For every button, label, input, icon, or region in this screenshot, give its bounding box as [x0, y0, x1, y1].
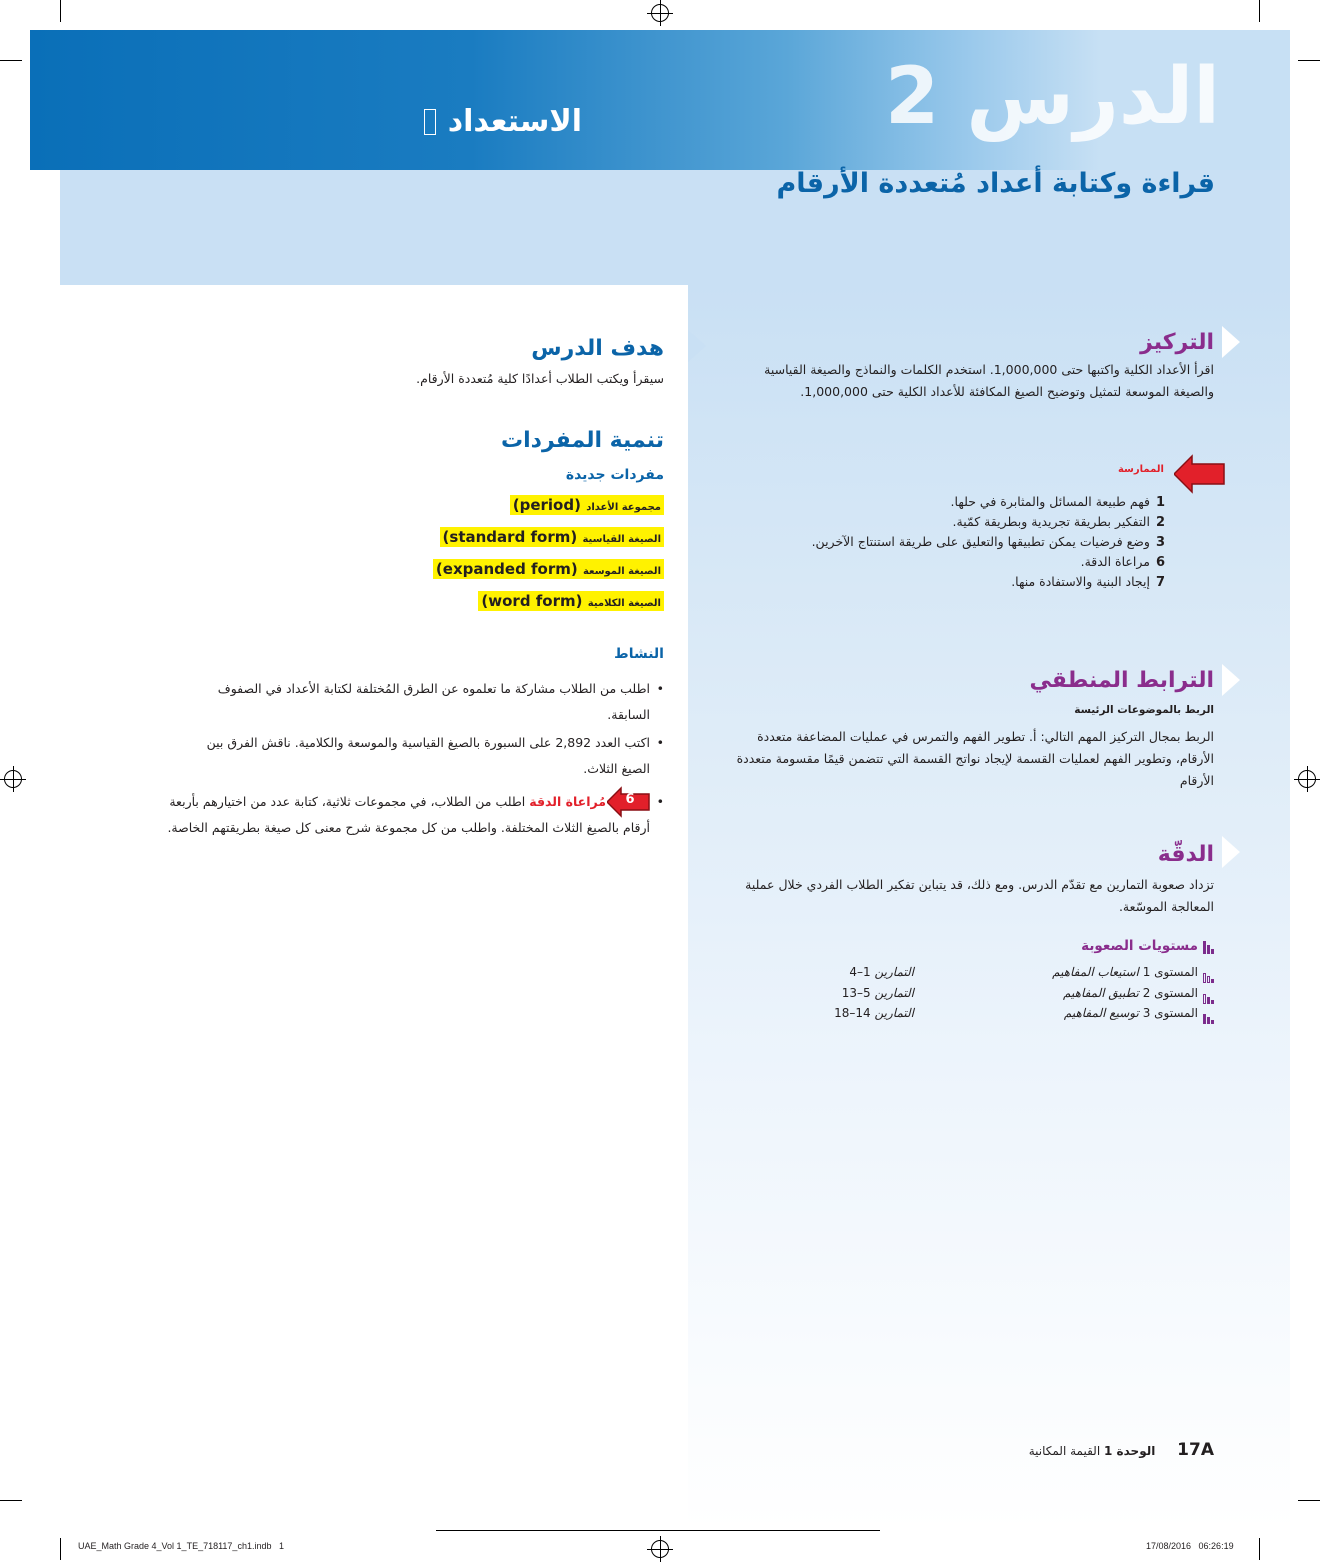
exercise-range: 1–4 — [849, 965, 871, 979]
rigor-text: تزداد صعوبة التمارين مع تقدّم الدرس. ومع ذلك، قد يتباين تفكير الطلاب الفردي خلال عملية المعالجة الموسّعة. — [745, 877, 1214, 914]
difficulty-level: المستوى 3 — [1142, 1006, 1198, 1020]
vocab-item — [478, 591, 664, 611]
vocab-title: تنمية المفردات — [501, 428, 664, 453]
precision-tag: مُراعاة الدقة — [529, 794, 606, 809]
difficulty-desc: توسيع المفاهيم — [1063, 1006, 1139, 1020]
practice-badge: 6 — [625, 792, 635, 807]
vocab-en: (expanded form) — [435, 560, 578, 578]
exercise-label: التمارين — [874, 1006, 914, 1020]
vocab-en: (standard form) — [442, 528, 578, 546]
practice-item — [1011, 572, 1165, 593]
practice-text: إيجاد البنية والاستفادة منها. — [1011, 574, 1150, 589]
practice-num: 3 — [1155, 535, 1165, 550]
goal-title: هدف الدرس — [531, 336, 664, 361]
coherence-text: الربط بمجال التركيز المهم التالي: أ. تطوير الفهم والتمرس في عمليات المضاعفة متعددة الأرقام، وتطوير الفهم لعمليات القسمة لإيجاد نواتج القسمة التي تتضمن قيمًا مقسومة متعددة الأرقام — [736, 729, 1214, 788]
vocab-ar: الصيغة الكلامية — [587, 598, 661, 609]
focus-text: اقرأ الأعداد الكلية واكتبها حتى 1,000,000. استخدم الكلمات والنماذج والصيغة القياسية والصيغة الموسعة لتمثيل وتوضيح الصيغ المكافئة للأعداد الكلية حتى 1,000,000. — [764, 362, 1214, 399]
section-arrow-icon — [1222, 664, 1240, 696]
activity-bullet: • اكتب العدد 2,892 على السبورة بالصيغ القياسية والموسعة والكلامية. ناقش الفرق بين الصيغ الثلاث. — [190, 730, 650, 782]
coherence-subtitle: الربط بالموضوعات الرئيسة — [1074, 704, 1214, 716]
crop-mark — [60, 0, 61, 22]
vocab-subtitle: مفردات جديدة — [565, 467, 664, 483]
practice-num: 1 — [1155, 495, 1165, 510]
practice-text: وضع فرضيات يمكن تطبيقها والتعليق على طريقة استنتاج الآخرين. — [811, 534, 1150, 549]
crop-mark — [1259, 0, 1260, 22]
level-bars-icon — [1202, 1004, 1214, 1024]
difficulty-level: المستوى 2 — [1142, 986, 1198, 1000]
lesson-title: قراءة وكتابة أعداد مُتعددة الأرقام — [776, 168, 1215, 199]
activity-bullet: • مُراعاة الدقة اطلب من الطلاب، في مجموعات ثلاثية، كتابة عدد من اختيارهم بأربعة أرقام بالصيغ الثلاث المختلفة. واطلب من كل مجموعة شرح معنى كل صيغة بطريقتهم الخاصة. — [167, 794, 664, 835]
exercise-range: 14–18 — [834, 1006, 871, 1020]
lesson-number: الدرس 2 — [884, 52, 1220, 142]
level-bars-icon — [1202, 984, 1214, 1004]
registration-mark-icon — [651, 1540, 669, 1558]
practice-item — [953, 512, 1165, 533]
activity-title: النشاط — [614, 646, 664, 662]
difficulty-row — [1052, 962, 1214, 983]
registration-mark-icon — [651, 4, 669, 22]
focus-title: التركيز — [1140, 330, 1214, 355]
vocab-ar: الصيغة القياسية — [582, 534, 661, 545]
section-arrow-icon — [1222, 326, 1240, 358]
difficulty-exercises — [842, 983, 914, 1003]
unit-title: القيمة المكانية — [1028, 1444, 1101, 1458]
crop-mark — [0, 60, 22, 61]
crop-mark — [60, 1538, 61, 1560]
practice-num: 7 — [1155, 575, 1165, 590]
crop-mark — [1298, 1500, 1320, 1501]
exercise-label: التمارين — [874, 965, 914, 979]
unit-label: الوحدة 1 — [1104, 1444, 1156, 1458]
exercise-label: التمارين — [874, 986, 914, 1000]
goal-text: سيقرأ ويكتب الطلاب أعدادًا كلية مُتعددة الأرقام. — [416, 371, 664, 386]
section-arrow-icon — [1222, 836, 1240, 868]
activity-bullet: • اطلب من الطلاب مشاركة ما تعلموه عن الطرق المُختلفة لكتابة الأعداد في الصفوف السابقة. — [210, 676, 650, 728]
difficulty-exercises — [834, 1003, 914, 1023]
difficulty-desc: تطبيق المفاهيم — [1063, 986, 1139, 1000]
file-info: UAE_Math Grade 4_Vol 1_TE_718117_ch1.indb 1 — [78, 1541, 284, 1551]
vocab-en: (word form) — [481, 592, 583, 610]
practice-item — [812, 532, 1165, 553]
practice-arrow-icon — [1174, 454, 1226, 494]
vocab-item — [440, 527, 664, 547]
difficulty-row — [1064, 1003, 1214, 1024]
practice-num: 2 — [1155, 515, 1165, 530]
practice-item — [951, 492, 1165, 513]
practice-item — [1081, 552, 1165, 573]
difficulty-desc: استيعاب المفاهيم — [1052, 965, 1139, 979]
page-number: 17A — [1177, 1440, 1214, 1460]
practice-num: 6 — [1155, 555, 1165, 570]
difficulty-level: المستوى 1 — [1142, 965, 1198, 979]
vocab-ar: مجموعة الأعداد — [586, 502, 661, 513]
registration-mark-icon — [4, 770, 22, 788]
crop-mark — [1298, 60, 1320, 61]
practice-label: الممارسة — [1117, 464, 1164, 475]
coherence-title: الترابط المنطقي — [1029, 668, 1214, 693]
rigor-title: الدقّة — [1157, 842, 1214, 867]
box-icon — [424, 109, 436, 135]
registration-mark-icon — [1298, 770, 1316, 788]
timestamp: 17/08/2016 06:26:19 — [1146, 1541, 1234, 1551]
difficulty-title — [1081, 938, 1214, 954]
crop-mark — [1259, 1538, 1260, 1560]
slug-rule — [436, 1530, 880, 1531]
difficulty-title-text: مستويات الصعوبة — [1081, 938, 1198, 954]
difficulty-exercises — [849, 962, 914, 982]
prep-label: الاستعداد — [447, 104, 582, 139]
vocab-ar: الصيغة الموسعة — [582, 566, 661, 577]
level-bars-icon — [1202, 963, 1214, 983]
activity-bullet-text: اطلب من الطلاب، في مجموعات ثلاثية، كتابة عدد من اختيارهم بأربعة أرقام بالصيغ الثلاث المختلفة. واطلب من كل مجموعة شرح معنى كل صيغة بطريقتهم الخاصة. — [167, 794, 650, 835]
crop-mark — [0, 1500, 22, 1501]
section-arrow-icon — [688, 330, 706, 362]
vocab-item — [510, 495, 664, 515]
vocab-en: (period) — [512, 496, 581, 514]
difficulty-bars-icon — [1202, 938, 1214, 954]
practice-text: التفكير بطريقة تجريدية وبطريقة كمّية. — [952, 514, 1150, 529]
exercise-range: 5–13 — [841, 986, 871, 1000]
vocab-item — [433, 559, 664, 579]
practice-text: مراعاة الدقة. — [1080, 554, 1150, 569]
difficulty-row — [1063, 983, 1214, 1004]
prep-heading — [424, 104, 582, 139]
practice-text: فهم طبيعة المسائل والمثابرة في حلها. — [950, 494, 1150, 509]
page-footer — [1029, 1440, 1214, 1460]
